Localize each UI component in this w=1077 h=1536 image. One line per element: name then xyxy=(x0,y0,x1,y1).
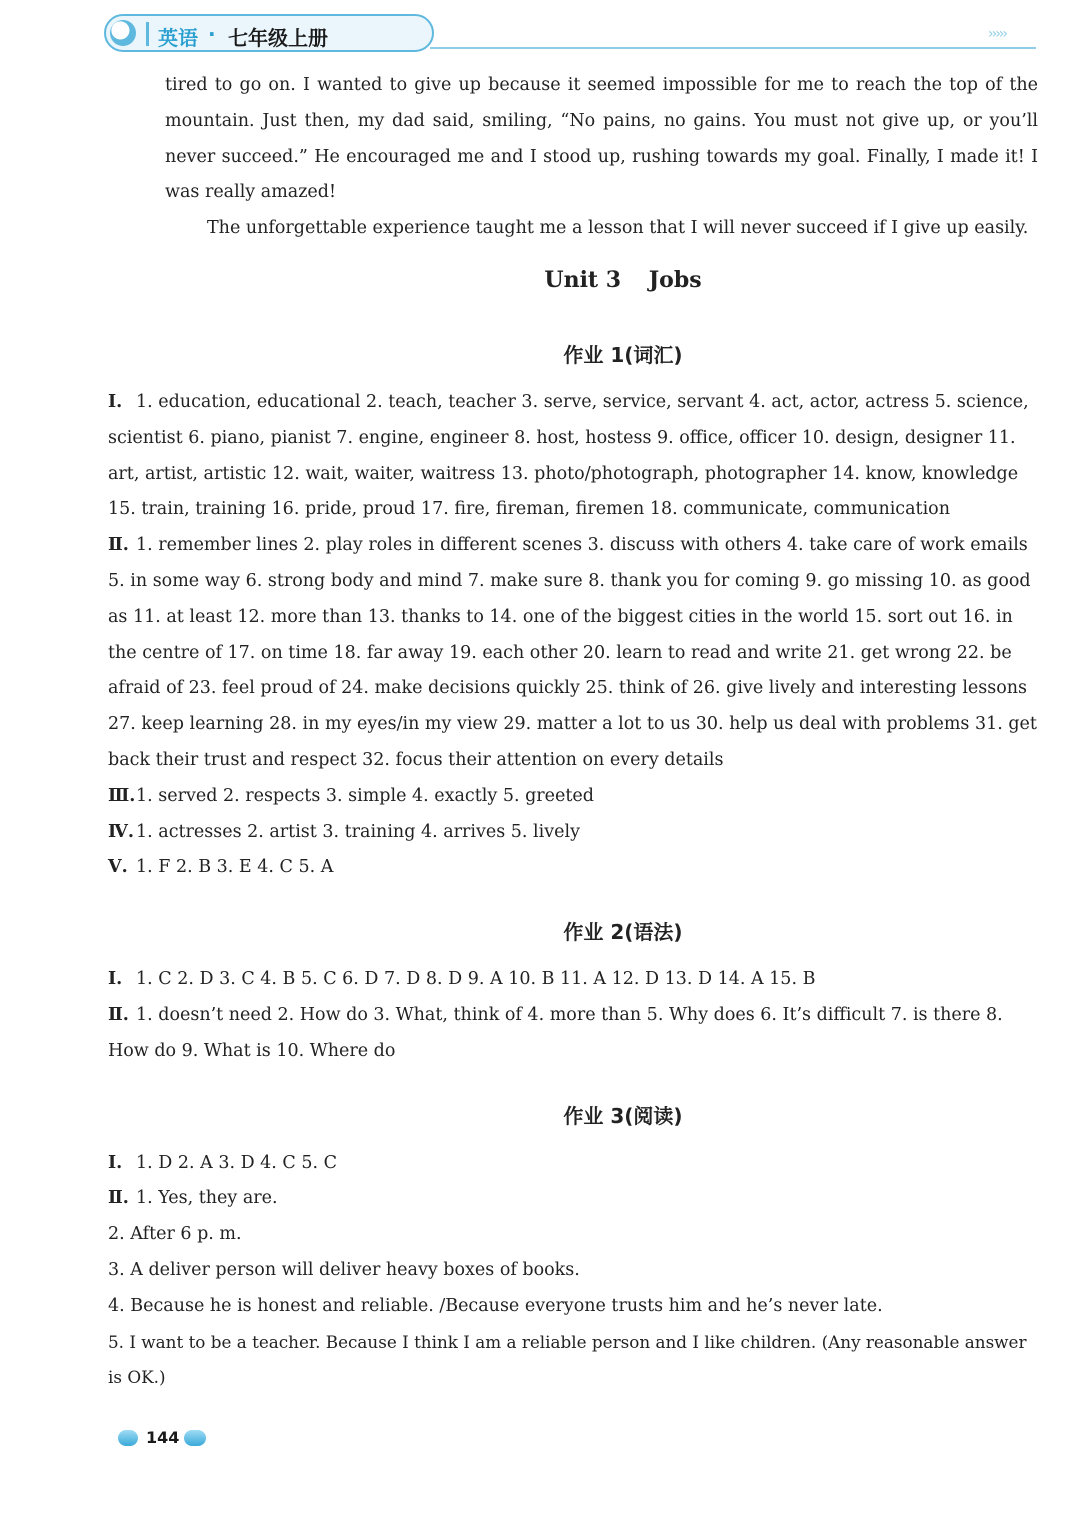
page-content xyxy=(108,68,1038,1396)
header-divider xyxy=(146,22,149,46)
unit-title xyxy=(108,267,1038,309)
hw1-section-2: Ⅱ. 1. remember lines 2. play roles in different scenes 3. discuss with others 4. take care of work emails 5. in some way 6. strong body and mind 7. make sure 8. thank you for coming 9. go missing 10. as good as 11. at least 12. more than 13. thanks to 14. one of the biggest cities in the world 15. sort out 16. in the centre of 17. on time 18. far away 19. each other 20. learn to read and write 21. get wrong 22. be afraid of 23. feel proud of 24. make decisions quickly 25. think of 26. give lively and interesting lessons 27. keep learning 28. in my eyes/in my view 29. matter a lot to us 30. help us deal with problems 31. get back their trust and respect 32. focus their attention on every details xyxy=(108,535,1037,770)
page-number: 144 xyxy=(146,1428,180,1447)
header-subject: 英语 xyxy=(158,26,198,50)
header-dot: · xyxy=(208,22,216,46)
hw2-section-2: Ⅱ. 1. doesn’t need 2. How do 3. What, think of 4. more than 5. Why does 6. It’s difficult 7. is there 8. How do 9. What is 10. Where do xyxy=(108,1004,1003,1061)
hw3-answer-3: 3. A deliver person will deliver heavy boxes of books. xyxy=(108,1259,580,1280)
hw1-section-3: Ⅲ.1. served 2. respects 3. simple 4. exactly 5. greeted xyxy=(108,785,594,806)
hw1-section-1: Ⅰ. 1. education, educational 2. teach, teacher 3. serve, service, servant 4. act, actor, actress 5. science, scientist 6. piano, pianist 7. engine, engineer 8. host, hostess 9. office, officer 10. design, designer 11. art, artist, artistic 12. wait, waiter, waitress 13. photo/photograph, photographer 14. know, knowledge 15. train, training 16. pride, proud 17. fire, fireman, firemen 18. communicate, communication xyxy=(108,391,1029,520)
hw3-section-1: Ⅰ. 1. D 2. A 3. D 4. C 5. C xyxy=(108,1152,338,1173)
hw3-title: 作业 3(阅读) xyxy=(563,1103,683,1128)
hw3-answer-5: 5. I want to be a teacher. Because I think I am a reliable person and I like children. (Any reasonable answer is OK.) xyxy=(108,1331,1027,1388)
hw3-answer-4: 4. Because he is honest and reliable. /Because everyone trusts him and he’s never late. xyxy=(108,1295,883,1316)
header-grade: 七年级上册 xyxy=(228,26,328,50)
pill-right-icon xyxy=(184,1430,206,1446)
hw2-section-1: Ⅰ. 1. C 2. D 3. C 4. B 5. C 6. D 7. D 8. D 9. A 10. B 11. A 12. D 13. D 14. A 15. B xyxy=(108,969,816,990)
hw3-section-2: Ⅱ. 1. Yes, they are. xyxy=(108,1188,278,1209)
intro-paragraph-1: tired to go on. I wanted to give up because it seemed impossible for me to reach the top of the mountain. Just then, my dad said, smiling, “No pains, no gains. You must not give up, or you’ll never succeed.” He encouraged me and I stood up, rushing towards my goal. Finally, I made it! I was really amazed! xyxy=(165,75,1038,203)
pill-left-icon xyxy=(118,1430,138,1446)
unit-number: Unit 3 xyxy=(544,266,622,293)
header-banner xyxy=(104,14,434,52)
hw1-section-5: Ⅴ. 1. F 2. B 3. E 4. C 5. A xyxy=(108,857,334,878)
hw3-answer-2: 2. After 6 p. m. xyxy=(108,1224,242,1245)
hw2-title: 作业 2(语法) xyxy=(563,920,683,945)
hw1-title: 作业 1(词汇) xyxy=(563,342,683,367)
unit-name: Jobs xyxy=(648,266,702,293)
circle-icon xyxy=(110,20,136,46)
hw1-section-4: Ⅳ. 1. actresses 2. artist 3. training 4. arrives 5. lively xyxy=(108,821,580,842)
page-header xyxy=(104,14,434,52)
header-rule xyxy=(430,47,1036,49)
chevrons-icon: ››››› xyxy=(988,26,1006,42)
intro-paragraph-2: The unforgettable experience taught me a lesson that I will never succeed if I give up easily. xyxy=(207,218,1029,239)
